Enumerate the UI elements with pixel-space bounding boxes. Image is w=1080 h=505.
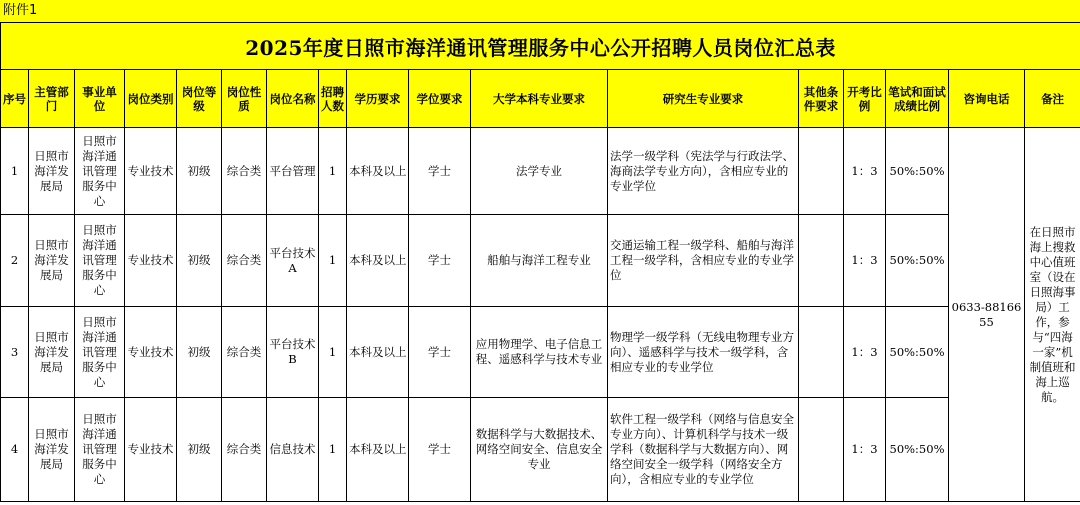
- score-cell: 50%:50%: [886, 307, 949, 398]
- header-cell: 其他条件要求: [799, 70, 844, 128]
- table-row: [1, 307, 1080, 398]
- nature-cell: 综合类: [222, 128, 267, 215]
- dept-cell: 日照市海洋发展局: [29, 215, 75, 307]
- grad-cell: 软件工程一级学科（网络与信息安全专业方向）、计算机科学与技术一级学科（数据科学与大数据方向）、网络空间安全一级学科（网络安全方向），含相应专业的专业学位: [608, 398, 799, 502]
- position-cell: 平台技术A: [267, 215, 319, 307]
- category-cell: 专业技术: [125, 128, 177, 215]
- header-cell: 序号: [1, 70, 29, 128]
- ratio-cell: 1：3: [844, 128, 886, 215]
- unit-cell: 日照市海洋通讯管理服务中心: [75, 128, 125, 215]
- dept-cell: 日照市海洋发展局: [29, 398, 75, 502]
- table-header-row: [1, 70, 1080, 128]
- table-row: [1, 215, 1080, 307]
- position-cell: 平台技术B: [267, 307, 319, 398]
- note-cell: 在日照市海上搜救中心值班室（设在日照海事局）工作，参与“四海一家”机制值班和海上巡航。: [1025, 128, 1080, 502]
- table-row: [1, 128, 1080, 215]
- header-cell: 岗位类别: [125, 70, 177, 128]
- undergrad-cell: 应用物理学、电子信息工程、遥感科学与技术专业: [471, 307, 608, 398]
- unit-cell: 日照市海洋通讯管理服务中心: [75, 215, 125, 307]
- edu-cell: 本科及以上: [347, 398, 409, 502]
- nature-cell: 综合类: [222, 215, 267, 307]
- undergrad-cell: 数据科学与大数据技术、网络空间安全、信息安全专业: [471, 398, 608, 502]
- degree-cell: 学士: [409, 128, 471, 215]
- attachment-label: 附件1: [0, 0, 1080, 22]
- table-title: 2025年度日照市海洋通讯管理服务中心公开招聘人员岗位汇总表: [1, 23, 1080, 70]
- edu-cell: 本科及以上: [347, 307, 409, 398]
- header-cell: 学历要求: [347, 70, 409, 128]
- header-cell: 备注: [1025, 70, 1080, 128]
- position-cell: 平台管理: [267, 128, 319, 215]
- category-cell: 专业技术: [125, 307, 177, 398]
- row-number: 4: [1, 398, 29, 502]
- other-cell: [799, 128, 844, 215]
- degree-cell: 学士: [409, 398, 471, 502]
- row-number: 3: [1, 307, 29, 398]
- category-cell: 专业技术: [125, 398, 177, 502]
- undergrad-cell: 船舶与海洋工程专业: [471, 215, 608, 307]
- score-cell: 50%:50%: [886, 398, 949, 502]
- position-cell: 信息技术: [267, 398, 319, 502]
- header-cell: 学位要求: [409, 70, 471, 128]
- count-cell: 1: [319, 128, 347, 215]
- table-row: [1, 398, 1080, 502]
- header-cell: 岗位名称: [267, 70, 319, 128]
- dept-cell: 日照市海洋发展局: [29, 307, 75, 398]
- ratio-cell: 1：3: [844, 215, 886, 307]
- count-cell: 1: [319, 398, 347, 502]
- grad-cell: 交通运输工程一级学科、船舶与海洋工程一级学科，含相应专业的专业学位: [608, 215, 799, 307]
- header-cell: 岗位等级: [177, 70, 222, 128]
- ratio-cell: 1：3: [844, 398, 886, 502]
- other-cell: [799, 307, 844, 398]
- degree-cell: 学士: [409, 215, 471, 307]
- level-cell: 初级: [177, 215, 222, 307]
- degree-cell: 学士: [409, 307, 471, 398]
- header-cell: 主管部门: [29, 70, 75, 128]
- edu-cell: 本科及以上: [347, 215, 409, 307]
- count-cell: 1: [319, 307, 347, 398]
- positions-table: [0, 22, 1080, 502]
- level-cell: 初级: [177, 128, 222, 215]
- ratio-cell: 1：3: [844, 307, 886, 398]
- header-cell: 开考比例: [844, 70, 886, 128]
- header-cell: 岗位性质: [222, 70, 267, 128]
- nature-cell: 综合类: [222, 398, 267, 502]
- header-cell: 笔试和面试成绩比例: [886, 70, 949, 128]
- header-cell: 事业单位: [75, 70, 125, 128]
- edu-cell: 本科及以上: [347, 128, 409, 215]
- undergrad-cell: 法学专业: [471, 128, 608, 215]
- row-number: 2: [1, 215, 29, 307]
- unit-cell: 日照市海洋通讯管理服务中心: [75, 398, 125, 502]
- row-number: 1: [1, 128, 29, 215]
- header-cell: 咨询电话: [949, 70, 1025, 128]
- unit-cell: 日照市海洋通讯管理服务中心: [75, 307, 125, 398]
- header-cell: 研究生专业要求: [608, 70, 799, 128]
- score-cell: 50%:50%: [886, 215, 949, 307]
- grad-cell: 法学一级学科（宪法学与行政法学、海商法学专业方向），含相应专业的专业学位: [608, 128, 799, 215]
- category-cell: 专业技术: [125, 215, 177, 307]
- header-cell: 招聘人数: [319, 70, 347, 128]
- nature-cell: 综合类: [222, 307, 267, 398]
- score-cell: 50%:50%: [886, 128, 949, 215]
- grad-cell: 物理学一级学科（无线电物理专业方向）、遥感科学与技术一级学科，含相应专业的专业学位: [608, 307, 799, 398]
- header-cell: 大学本科专业要求: [471, 70, 608, 128]
- count-cell: 1: [319, 215, 347, 307]
- level-cell: 初级: [177, 398, 222, 502]
- phone-cell: 0633-8816655: [949, 128, 1025, 502]
- level-cell: 初级: [177, 307, 222, 398]
- other-cell: [799, 398, 844, 502]
- other-cell: [799, 215, 844, 307]
- dept-cell: 日照市海洋发展局: [29, 128, 75, 215]
